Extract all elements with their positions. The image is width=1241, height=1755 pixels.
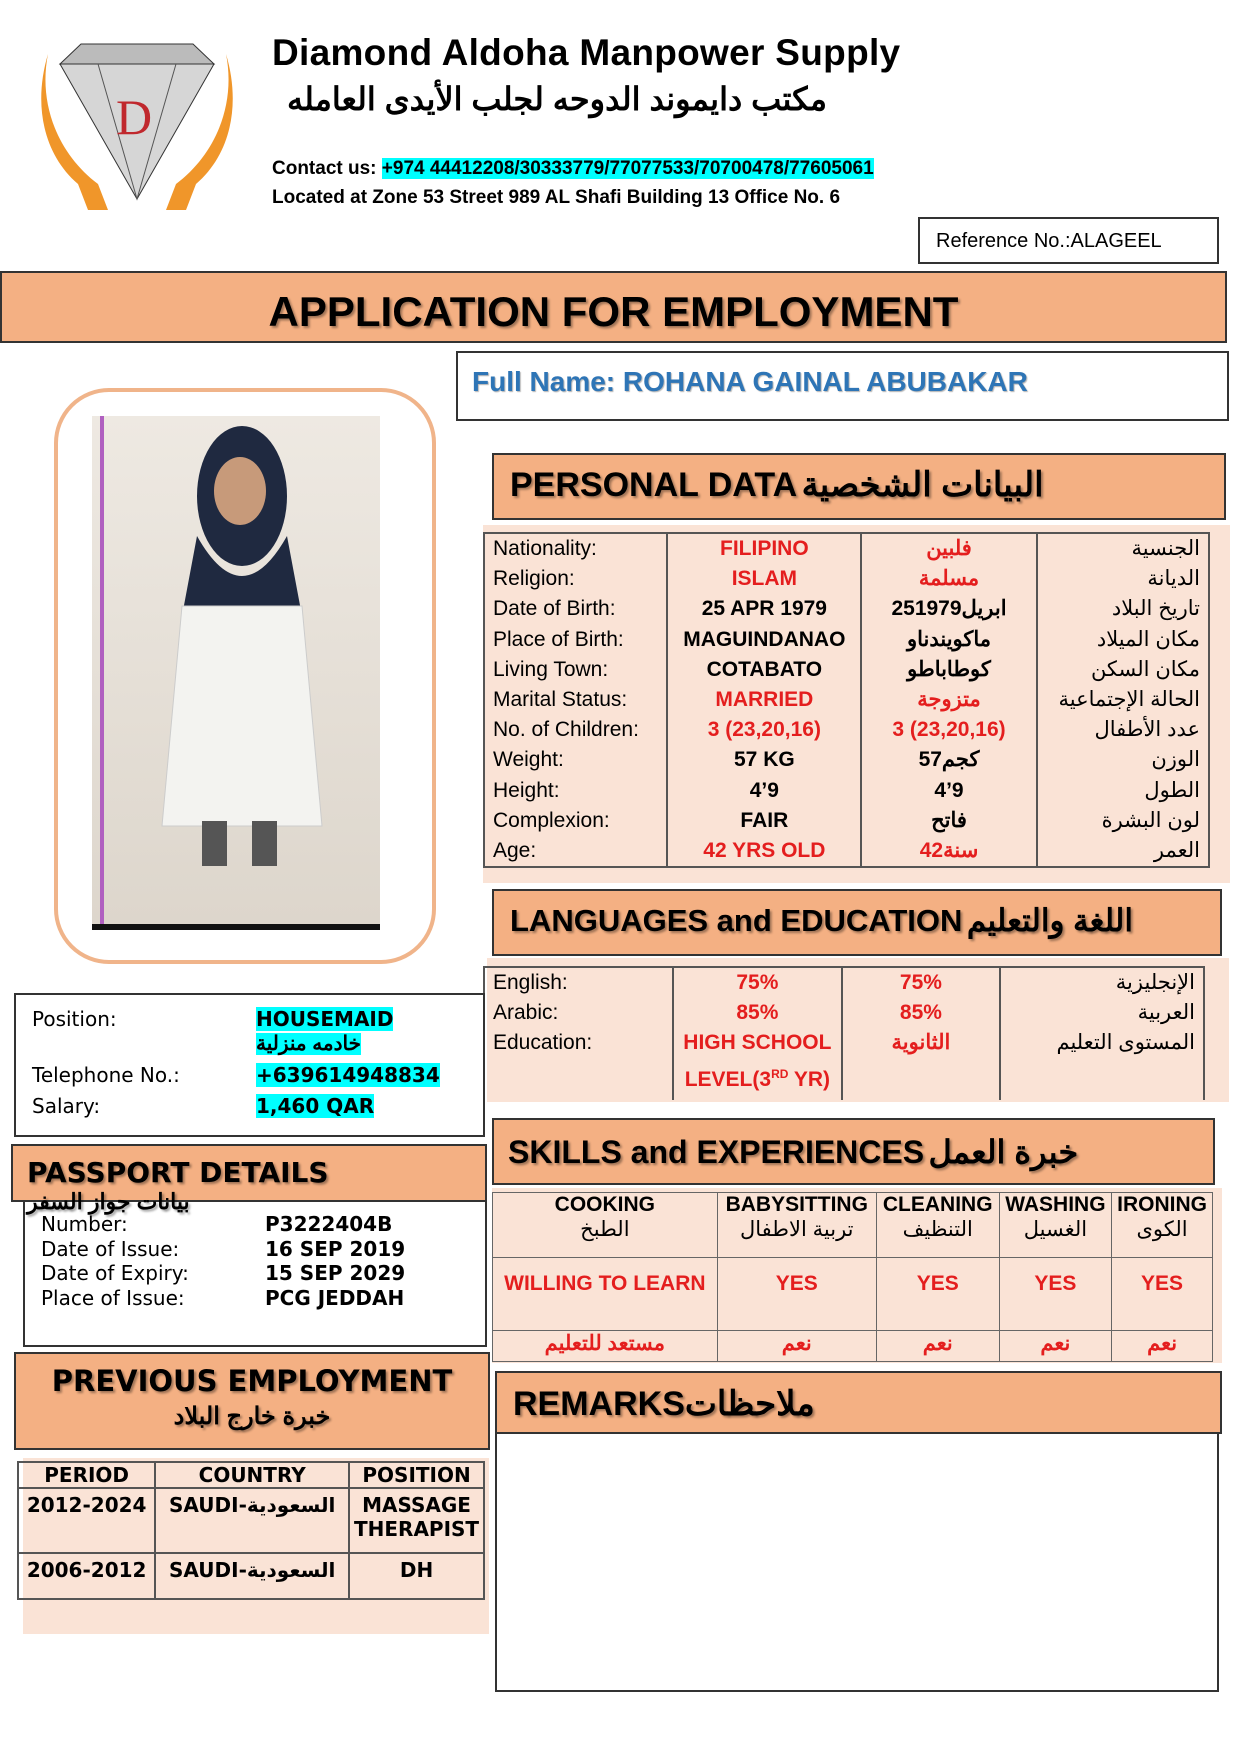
- skill-name: IRONING: [1117, 1193, 1207, 1216]
- personal-value-arabic: ماكويندناو: [906, 627, 992, 651]
- skill-value-arabic: [1112, 1331, 1213, 1362]
- edu-a: LEVEL(3: [684, 1067, 772, 1091]
- skill-value: [717, 1258, 876, 1331]
- personal-value-arabic: كوطاباطو: [907, 657, 991, 681]
- skill-header: [717, 1193, 876, 1258]
- passport-header: [11, 1144, 487, 1214]
- personal-value: 42 YRS OLD: [703, 839, 826, 863]
- company-name-arabic: مكتب دايموند الدوحه لجلب الأيدى العامله: [287, 81, 827, 117]
- salary-label: Salary:: [32, 1094, 101, 1118]
- label-english: English:: [493, 971, 568, 994]
- personal-value-arabic: فاتح: [931, 808, 967, 832]
- languages-title: LANGUAGES and EDUCATION: [510, 903, 963, 938]
- english-level-ar: 75%: [899, 971, 942, 994]
- passport-label: Date of Issue:: [41, 1236, 180, 1261]
- skills-table: [492, 1192, 1213, 1362]
- company-address: Located at Zone 53 Street 989 AL Shafi Building 13 Office No. 6: [272, 187, 841, 208]
- skills-header: [492, 1118, 1215, 1185]
- remarks-title-arabic: ملاحظات: [684, 1385, 815, 1423]
- salary-value: 1,460 QAR: [256, 1094, 375, 1118]
- label-arabic-ar: العربية: [1137, 1001, 1195, 1025]
- passport-value: 16 SEP 2019: [265, 1236, 406, 1261]
- column-header-text: POSITION: [362, 1463, 471, 1487]
- passport-value: P3222404B: [265, 1212, 393, 1236]
- telephone-label: Telephone No.:: [32, 1063, 180, 1087]
- personal-label: Place of Birth:: [493, 627, 624, 651]
- cell-text: MASSAGE THERAPIST: [354, 1493, 480, 1541]
- personal-label-arabic: مكان الميلاد: [1096, 627, 1200, 651]
- personal-value: ISLAM: [731, 567, 798, 591]
- edu-b: YR): [788, 1067, 831, 1091]
- passport-row: [41, 1212, 469, 1237]
- skill-value-text: WILLING TO LEARN: [504, 1272, 706, 1295]
- passport-label: Place of Issue:: [41, 1285, 185, 1310]
- skill-name-arabic: الغسيل: [1023, 1218, 1088, 1241]
- table-cell: [18, 1553, 155, 1599]
- passport-row: [41, 1261, 469, 1286]
- table-cell: [155, 1488, 349, 1553]
- applicant-photo: [92, 416, 380, 930]
- column-header-text: COUNTRY: [198, 1463, 306, 1487]
- svg-text:D: D: [116, 89, 153, 145]
- full-name: Full Name: ROHANA GAINAL ABUBAKAR: [472, 366, 1028, 397]
- personal-value-arabic: متزوجة: [917, 688, 981, 712]
- personal-label-arabic: الحالة الإجتماعية: [1058, 688, 1200, 712]
- passport-value: 15 SEP 2029: [265, 1261, 406, 1285]
- column-header: [18, 1462, 155, 1488]
- education-level-ar: الثانوية: [891, 1031, 951, 1055]
- skill-value-text: YES: [916, 1272, 959, 1295]
- personal-value-arabic: فلبين: [926, 537, 972, 560]
- language-values: [673, 967, 843, 1100]
- arabic-level: 85%: [736, 1001, 779, 1025]
- personal-value: COTABATO: [706, 657, 823, 681]
- english-level: 75%: [736, 971, 779, 994]
- job-info-box: [14, 993, 485, 1137]
- personal-value-arabic: 4’9: [934, 778, 964, 802]
- contact-numbers: +974 44412208/30333779/77077533/70700478/77605061: [381, 158, 874, 179]
- skill-name-arabic: تربية الاطفال: [740, 1218, 854, 1241]
- skill-value-arabic: [493, 1331, 718, 1362]
- cell-text: SAUDI-السعودية: [169, 1493, 336, 1517]
- personal-label: Religion:: [493, 567, 575, 591]
- language-labels: [484, 967, 673, 1100]
- personal-label: Complexion:: [493, 808, 610, 832]
- passport-value: PCG JEDDAH: [265, 1285, 405, 1310]
- position-values: [256, 1007, 393, 1056]
- personal-label-arabic: الجنسية: [1131, 537, 1200, 560]
- cell-text: 2012-2024: [26, 1493, 147, 1517]
- languages-header: [492, 889, 1222, 956]
- skill-value: [999, 1258, 1111, 1331]
- column-header: [349, 1462, 484, 1488]
- remarks-title: REMARKS: [513, 1385, 685, 1423]
- reference-box: [918, 217, 1219, 264]
- column-header: [155, 1462, 349, 1488]
- language-labels-arabic: [1000, 967, 1204, 1100]
- remarks-box: [495, 1434, 1219, 1692]
- label-education: Education:: [493, 1031, 593, 1055]
- passport-box: [23, 1202, 487, 1347]
- cell-text: 2006-2012: [26, 1558, 147, 1582]
- table-cell: [349, 1488, 484, 1553]
- personal-label-arabic: العمر: [1153, 839, 1200, 863]
- personal-value-arabic: 42سنة: [919, 839, 979, 863]
- personal-value: 57 KG: [734, 748, 795, 772]
- company-logo: [28, 34, 246, 212]
- personal-data-table: [483, 532, 1210, 868]
- skill-value-text: YES: [775, 1272, 818, 1295]
- label-education-ar: المستوى التعليم: [1056, 1031, 1195, 1055]
- personal-label: Date of Birth:: [493, 597, 616, 621]
- page-title: APPLICATION FOR EMPLOYMENT: [268, 288, 959, 335]
- personal-label: Height:: [493, 778, 560, 802]
- personal-label-arabic: الطول: [1144, 778, 1200, 802]
- table-cell: [18, 1488, 155, 1553]
- personal-value: 3 (23,20,16): [707, 718, 821, 742]
- languages-title-arabic: اللغة والتعليم: [966, 903, 1133, 938]
- skill-value-text: YES: [1034, 1272, 1077, 1295]
- personal-value-arabic: مسلمة: [918, 567, 980, 591]
- label-english-ar: الإنجليزية: [1115, 971, 1195, 994]
- personal-value: 25 APR 1979: [701, 597, 827, 621]
- position-label: Position:: [32, 1007, 117, 1031]
- personal-value: 4’9: [749, 778, 779, 802]
- title-banner: [0, 271, 1227, 343]
- skill-value-arabic: [876, 1331, 999, 1362]
- cell-text: DH: [399, 1558, 434, 1582]
- skill-name-arabic: التنظيف: [902, 1218, 973, 1241]
- table-row: [18, 1553, 484, 1599]
- personal-label-arabic: الوزن: [1151, 748, 1200, 772]
- personal-value: MARRIED: [715, 688, 814, 712]
- table-row: [18, 1488, 484, 1553]
- personal-label-arabic: الديانة: [1147, 567, 1200, 591]
- personal-values-arabic: [861, 533, 1037, 867]
- personal-label-arabic: تاريخ البلاد: [1111, 597, 1200, 621]
- skill-name: CLEANING: [882, 1193, 993, 1216]
- personal-data-title: PERSONAL DATA: [510, 466, 798, 504]
- skill-header: [1112, 1193, 1213, 1258]
- skill-value-arabic: [717, 1331, 876, 1362]
- skill-name: BABYSITTING: [725, 1193, 868, 1216]
- personal-labels-arabic: [1037, 533, 1209, 867]
- previous-employment-table: [17, 1461, 485, 1600]
- cell-text: SAUDI-السعودية: [169, 1558, 336, 1582]
- passport-label: Date of Expiry:: [41, 1261, 189, 1285]
- skill-value-arabic-text: مستعد للتعليم: [544, 1332, 666, 1355]
- table-cell: [349, 1553, 484, 1599]
- reference-number: Reference No.:ALAGEEL: [936, 230, 1162, 252]
- skill-value-arabic-text: نعم: [1147, 1332, 1178, 1355]
- personal-data-header: [492, 453, 1226, 520]
- position-value-arabic: خادمه منزلية: [256, 1033, 361, 1055]
- skill-header: [999, 1193, 1111, 1258]
- skill-value-text: YES: [1141, 1272, 1184, 1295]
- skill-name: COOKING: [554, 1193, 656, 1216]
- personal-value: MAGUINDANAO: [683, 627, 846, 651]
- skill-value-arabic-text: نعم: [922, 1332, 953, 1355]
- personal-label-arabic: مكان السكن: [1090, 657, 1200, 681]
- personal-value-arabic: 25ابريل1979: [891, 597, 1007, 621]
- personal-values: [667, 533, 861, 867]
- education-level: HIGH SCHOOL: [683, 1031, 832, 1055]
- edu-sup: RD: [771, 1066, 789, 1081]
- contact-line: [272, 158, 874, 180]
- previous-employment-header: [14, 1352, 490, 1450]
- personal-label-arabic: لون البشرة: [1101, 808, 1200, 832]
- education-level-line2: [682, 1059, 834, 1095]
- label-arabic: Arabic:: [493, 1001, 559, 1025]
- passport-title-arabic: بيانات جواز السفر: [27, 1189, 190, 1214]
- personal-value-arabic: 57كجم: [918, 748, 980, 772]
- personal-data-title-arabic: البيانات الشخصية: [801, 466, 1044, 504]
- personal-label: Living Town:: [493, 657, 609, 681]
- skill-value-arabic: [999, 1331, 1111, 1362]
- passport-row: [41, 1237, 469, 1262]
- skill-header: [493, 1193, 718, 1258]
- personal-value: FILIPINO: [720, 537, 809, 560]
- personal-value-arabic: 3 (23,20,16): [892, 718, 1006, 742]
- passport-label: Number:: [41, 1212, 128, 1236]
- language-values-arabic: [842, 967, 999, 1100]
- position-value: HOUSEMAID: [256, 1007, 394, 1031]
- personal-label: No. of Children:: [493, 718, 639, 742]
- table-cell: [155, 1553, 349, 1599]
- company-name: Diamond Aldoha Manpower Supply: [272, 32, 901, 73]
- previous-employment-title-arabic: خبرة خارج البلاد: [173, 1403, 331, 1430]
- skill-value: [1112, 1258, 1213, 1331]
- contact-label: Contact us:: [272, 158, 377, 179]
- skills-title-arabic: خبرة العمل: [928, 1134, 1079, 1170]
- remarks-header: [495, 1371, 1222, 1434]
- column-header-text: PERIOD: [44, 1463, 130, 1487]
- skill-value-arabic-text: نعم: [781, 1332, 812, 1355]
- skill-value: [876, 1258, 999, 1331]
- passport-row: [41, 1286, 469, 1311]
- arabic-level-ar: 85%: [899, 1001, 942, 1025]
- skill-value: [493, 1258, 718, 1331]
- skill-name-arabic: الطبخ: [580, 1218, 630, 1241]
- table-header-row: [18, 1462, 484, 1488]
- full-name-box: [456, 351, 1229, 421]
- personal-label: Marital Status:: [493, 688, 628, 712]
- personal-value: FAIR: [740, 808, 789, 832]
- personal-label: Weight:: [493, 748, 564, 772]
- personal-label-arabic: عدد الأطفال: [1094, 718, 1200, 742]
- previous-employment-title: PREVIOUS EMPLOYMENT: [51, 1364, 453, 1398]
- personal-labels: [484, 533, 667, 867]
- skill-value-arabic-text: نعم: [1040, 1332, 1071, 1355]
- personal-label: Age:: [493, 839, 537, 863]
- skill-header: [876, 1193, 999, 1258]
- languages-table: [483, 966, 1205, 1100]
- telephone-value: +639614948834: [256, 1063, 440, 1087]
- skills-title: SKILLS and EXPERIENCES: [508, 1134, 925, 1170]
- passport-title: PASSPORT DETAILS: [27, 1156, 329, 1189]
- skill-name: WASHING: [1005, 1193, 1106, 1216]
- personal-label: Nationality:: [493, 537, 597, 560]
- skill-name-arabic: الكوى: [1136, 1218, 1188, 1241]
